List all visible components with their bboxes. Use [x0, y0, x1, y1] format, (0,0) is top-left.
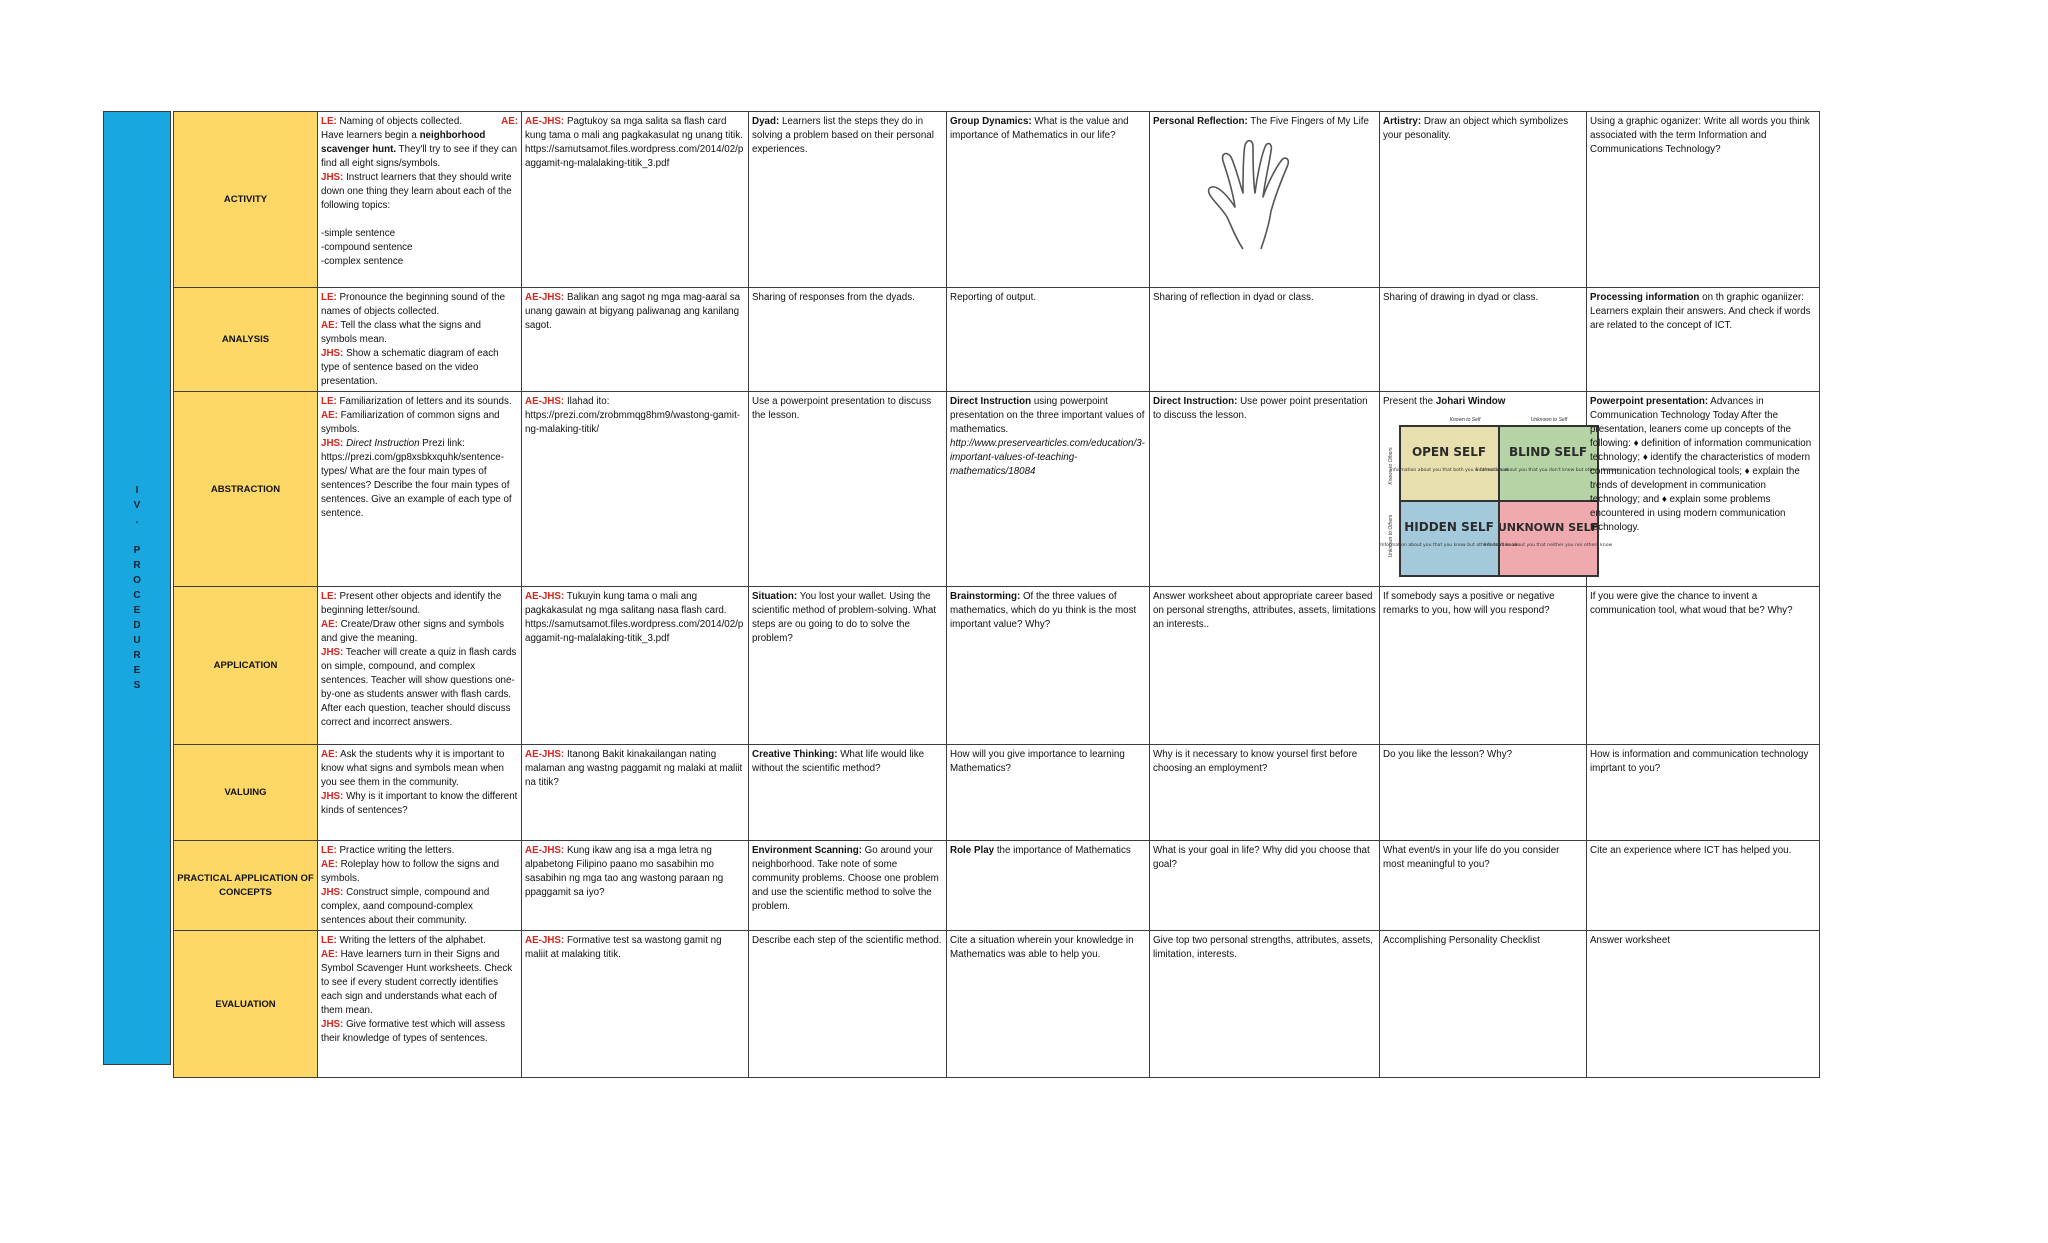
- row-practical: [174, 841, 1820, 931]
- evaluation-ae: Have learners turn in their Signs and Symbol Scavenger Hunt worksheets. Check to see if every student correctly identifies each sign and understands what each of them mean.: [321, 949, 513, 1016]
- procedures-letter: .: [135, 515, 139, 526]
- procedures-letter: S: [133, 680, 141, 691]
- cell-abstraction-filipino: AE-JHS: Ilahad ito: https://prezi.com/zrobmmqg8hm9/wastong-gamit-ng-malaking-titik/: [522, 392, 749, 587]
- procedures-letter: P: [133, 545, 141, 556]
- row-application: [174, 587, 1820, 745]
- activity-ae: Have learners begin a neighborhood scavenger hunt. They'll try to see if they can find all eight signs/symbols.: [321, 130, 518, 169]
- hand-outline-icon: [1205, 137, 1325, 255]
- cell-practical-math: Role Play the importance of Mathematics: [947, 841, 1150, 931]
- practical-fil: Kung ikaw ang isa a mga letra ng alpabetong Filipino paano mo sasabihin mo sasabihin ng mga tao ang wastong paraan ng ppaggamit sa iyo?: [525, 845, 724, 898]
- cell-practical-filipino: AE-JHS: Kung ikaw ang isa a mga letra ng alpabetong Filipino paano mo sasabihin mo sasabihin ng mga tao ang wastong paraan ng ppaggamit sa iyo?: [522, 841, 749, 931]
- cell-activity-ict: [1587, 112, 1820, 288]
- analysis-jhs: Show a schematic diagram of each type of sentence based on the video presentation.: [321, 348, 499, 387]
- phase-analysis: ANALYSIS: [174, 288, 318, 392]
- johari-known-others: Known to Others: [1388, 447, 1394, 485]
- le-tag: LE:: [321, 116, 337, 127]
- johari-known-self: Known to Self: [1449, 417, 1481, 423]
- activity-fil: Pagtukoy sa mga salita sa flash card kung tama o mali ang pagkakasulat ng unang titik. https://samutsamot.files.wordpress.com/2014/02/paggamit-ng-malalaking-titik_3.pdf: [525, 116, 744, 169]
- cell-application-esp: Answer worksheet about appropriate career based on personal strengths, attributes, assets, limitations an interests..: [1150, 587, 1380, 745]
- evaluation-jhs: Give formative test which will assess their knowledge of types of sentences.: [321, 1019, 506, 1044]
- cell-analysis-ict: Processing information on th graphic oganiizer: Learners explain their answers. And check if words are related to the concept of ICT.: [1587, 288, 1820, 392]
- cell-evaluation-math: Cite a situation wherein your knowledge in Mathematics was able to help you.: [947, 931, 1150, 1078]
- practical-ae: Roleplay how to follow the signs and symbols.: [321, 859, 500, 884]
- cell-evaluation-science: Describe each step of the scientific method.: [749, 931, 947, 1078]
- johari-blind-label: BLIND SELF: [1508, 445, 1588, 459]
- cell-evaluation-esp: Give top two personal strengths, attributes, assets, limitation, interests.: [1150, 931, 1380, 1078]
- cell-analysis-science: Sharing of responses from the dyads.: [749, 288, 947, 392]
- phase-application: APPLICATION: [174, 587, 318, 745]
- abstraction-ict: Advances in Communication Technology Today After the presentation, leaners come up concepts of the following: ♦ definition of information communication technology; ♦ identify the characteristics of modern communication technological tools; ♦ explain the trends of development in communication technology; and ♦ explain some problems encountered in using modern communication technology.: [1590, 396, 1812, 533]
- johari-open-label: OPEN SELF: [1411, 445, 1487, 459]
- johari-hidden-pane: [1401, 502, 1498, 575]
- activity-esp: The Five Fingers of My Life: [1250, 116, 1369, 127]
- math-link[interactable]: http://www.preservearticles.com/education/3-important-values-of-teaching-mathematics/18084: [950, 438, 1145, 477]
- abstraction-jhs: Prezi link: https://prezi.com/gp8xsbkxquhk/sentence-types/ What are the four main types of sentences? Describe the four main types of sentences. Give an example of each type of sentence.: [321, 438, 512, 519]
- cell-activity-science: Dyad: Learners list the steps they do in solving a problem based on their personal experiences.: [749, 112, 947, 288]
- cell-analysis-esp: Sharing of reflection in dyad or class.: [1150, 288, 1380, 392]
- activity-arts: Draw an object which symbolizes your pesonality.: [1383, 116, 1569, 141]
- procedures-letter: I: [135, 485, 139, 496]
- row-abstraction: [174, 392, 1820, 587]
- cell-valuing-science: Creative Thinking: What life would like without the scientific method?: [749, 745, 947, 841]
- phase-evaluation: EVALUATION: [174, 931, 318, 1078]
- phase-valuing: VALUING: [174, 745, 318, 841]
- cell-activity-filipino: AE-JHS: Pagtukoy sa mga salita sa flash card kung tama o mali ang pagkakasulat ng unang titik. https://samutsamot.files.wordpress.com/2014/02/paggamit-ng-malalaking-titik_3.pdf: [522, 112, 749, 288]
- abstraction-fil: Ilahad ito: https://prezi.com/zrobmmqg8hm9/wastong-gamit-ng-malaking-titik/: [525, 396, 741, 435]
- cell-abstraction-ict: Powerpoint presentation: Advances in Communication Technology Today After the presentation, leaners come up concepts of the following: ♦ definition of information communication technology; ♦ identify the characteristics of modern communication technological tools; ♦ explain the trends of development in communication technology; and ♦ explain some problems encountered in using modern communication technology.: [1587, 392, 1820, 587]
- johari-hidden-label: HIDDEN SELF: [1404, 520, 1494, 534]
- row-evaluation: [174, 931, 1820, 1078]
- cell-activity-esp: Personal Reflection: The Five Fingers of My Life: [1150, 112, 1380, 288]
- practical-le: Practice writing the letters.: [339, 845, 455, 856]
- cell-valuing-esp: Why is it necessary to know yoursel first before choosing an employment?: [1150, 745, 1380, 841]
- procedures-table: [103, 111, 1819, 1065]
- procedures-letter: R: [133, 560, 141, 571]
- cell-evaluation-arts: Accomplishing Personality Checklist: [1380, 931, 1587, 1078]
- activity-jhs: JHS: Instruct learners that they should write down one thing they learn about each of the following topics:: [321, 172, 512, 211]
- cell-practical-ict: Cite an experience where ICT has helped you.: [1587, 841, 1820, 931]
- cell-practical-science: Environment Scanning: Go around your neighborhood. Take note of some community problems. Choose one problem and use the scientific method to solve the problem.: [749, 841, 947, 931]
- johari-unknown-pane: [1497, 502, 1599, 575]
- cell-analysis-arts: Sharing of drawing in dyad or class.: [1380, 288, 1587, 392]
- cell-practical-english: LE: Practice writing the letters. AE: Roleplay how to follow the signs and symbols. JHS: Construct simple, compound and complex, aand compound-complex sentences about their community.: [318, 841, 522, 931]
- abstraction-ae: Familiarization of common signs and symbols.: [321, 410, 500, 435]
- procedures-sidebar: [103, 111, 171, 1065]
- procedures-letter: [136, 528, 139, 543]
- johari-unknown-self: Unknown to Self: [1530, 417, 1568, 423]
- cell-activity-arts: Artistry: Draw an object which symbolizes your pesonality.: [1380, 112, 1587, 288]
- cell-evaluation-ict: Answer worksheet: [1587, 931, 1820, 1078]
- cell-abstraction-math: Direct Instruction using powerpoint presentation on the three important values of mathematics. http://www.preservearticles.com/education/3-important-values-of-teaching-mathematics/18084: [947, 392, 1150, 587]
- analysis-fil: Balikan ang sagot ng mga mag-aaral sa unang gawain at bigyang paliwanag ang kanilang sagot.: [525, 292, 741, 331]
- cell-application-ict: If you were give the chance to invent a communication tool, what woud that be? Why?: [1587, 587, 1820, 745]
- phase-activity: ACTIVITY: [174, 112, 318, 288]
- cell-valuing-english: AE: Ask the students why it is important to know what signs and symbols mean when you see them in the community. JHS: Why is it important to know the different kinds of sentences?: [318, 745, 522, 841]
- row-valuing: [174, 745, 1820, 841]
- cell-analysis-filipino: AE-JHS: Balikan ang sagot ng mga mag-aaral sa unang gawain at bigyang paliwanag ang kanilang sagot.: [522, 288, 749, 392]
- johari-blind-desc: Information about you that you don't know but others do know: [1475, 468, 1621, 473]
- cell-valuing-arts: Do you like the lesson? Why?: [1380, 745, 1587, 841]
- cell-application-science: Situation: You lost your wallet. Using the scientific method of problem-solving. What steps are ou going to do to solve the problem?: [749, 587, 947, 745]
- johari-blind-pane: [1500, 427, 1597, 500]
- procedures-letter: R: [133, 650, 141, 661]
- cell-application-math: Brainstorming: Of the three values of mathematics, which do yu think is the most important value? Why?: [947, 587, 1150, 745]
- johari-window-diagram: [1380, 411, 1621, 579]
- activity-math: What is the value and importance of Mathematics in our life?: [950, 116, 1129, 141]
- application-ae: Create/Draw other signs and symbols and give the meaning.: [321, 619, 504, 644]
- analysis-ae: Tell the class what the signs and symbols mean.: [321, 320, 481, 345]
- cell-valuing-filipino: AE-JHS: Itanong Bakit kinakailangan nating malaman ang wastng paggamit ng malaki at maliit na titik?: [522, 745, 749, 841]
- cell-evaluation-english: LE: Writing the letters of the alphabet. AE: Have learners turn in their Signs and Symbol Scavenger Hunt worksheets. Check to see if every student correctly identifies each sign and understands what each of them mean. JHS: Give formative test which will assess their knowledge of types of sentences.: [318, 931, 522, 1078]
- cell-valuing-ict: How is information and communication technology imprtant to you?: [1587, 745, 1820, 841]
- valuing-jhs: Why is it important to know the different kinds of sentences?: [321, 791, 518, 816]
- cell-application-arts: If somebody says a positive or negative remarks to you, how will you respond?: [1380, 587, 1587, 745]
- application-jhs: Teacher will create a quiz in flash cards on simple, compound, and complex sentences. Teacher will show questions one-by-one as students answer with flash cards. After each question, teacher should discuss correct and incorrect answers.: [321, 647, 517, 728]
- phase-abstraction: ABSTRACTION: [174, 392, 318, 587]
- cell-practical-esp: What is your goal in life? Why did you choose that goal?: [1150, 841, 1380, 931]
- cell-analysis-math: Reporting of output.: [947, 288, 1150, 392]
- analysis-ict: on th graphic oganiizer: Learners explain their answers. And check if words are related to the concept of ICT.: [1590, 292, 1811, 331]
- row-activity: [174, 112, 1820, 288]
- cell-analysis-english: LE: Pronounce the beginning sound of the names of objects collected. AE: Tell the class what the signs and symbols mean. JHS: Show a schematic diagram of each type of sentence based on the video presentation.: [318, 288, 522, 392]
- procedures-letter: O: [133, 575, 141, 586]
- evaluation-fil: Formative test sa wastong gamit ng maliit at malaking titik.: [525, 935, 722, 960]
- procedures-letter: E: [133, 605, 141, 616]
- johari-unknown-others: Unknown to Others: [1388, 514, 1394, 558]
- evaluation-le: Writing the letters of the alphabet.: [339, 935, 486, 946]
- cell-activity-english: [318, 112, 522, 288]
- valuing-ae: Ask the students why it is important to know what signs and symbols mean when you see them in the community.: [321, 749, 505, 788]
- johari-open-desc: Information about you that both you & others know: [1389, 468, 1509, 473]
- activity-ict: Using a graphic oganizer: Write all words you think associated with the term Information and Communications Technology?: [1590, 116, 1810, 155]
- johari-unknown-label: UNKNOWN SELF: [1497, 521, 1599, 534]
- cell-application-english: LE: Present other objects and identify the beginning letter/sound. AE: Create/Draw other signs and symbols and give the meaning. JHS: Teacher will create a quiz in flash cards on simple, compound, and complex sentences. Teacher will show questions one-by-one as students answer with flash cards. After each question, teacher should discuss correct and incorrect answers.: [318, 587, 522, 745]
- cell-abstraction-arts: Present the Johari Window Known to Self Unknown to Self Known to Others Unknown to Others OPEN SELF BLIND SELF HIDDEN SELF UNKNOWN SELF Information about you that both you & others know Information about you that you don't know but others do know Information about you that you know but others don't know Information about you that neither you nor others know: [1380, 392, 1587, 587]
- analysis-le: Pronounce the beginning sound of the names of objects collected.: [321, 292, 506, 317]
- cell-abstraction-english: LE: Familiarization of letters and its sounds. AE: Familiarization of common signs and symbols. JHS: Direct Instruction Prezi link: https://prezi.com/gp8xsbkxquhk/sentence-types/ What are the four main types of sentences? Describe the four main types of sentences. Give an example of each type of sentence.: [318, 392, 522, 587]
- application-fil: Tukuyin kung tama o mali ang pagkakasulat ng mga salitang nasa flash card. https://samutsamot.files.wordpress.com/2014/02/paggamit-ng-malalaking-titik_3.pdf: [525, 591, 744, 644]
- activity-sci: Learners list the steps they do in solving a problem based on their personal experiences.: [752, 116, 934, 155]
- activity-le: Naming of objects collected.: [339, 116, 463, 127]
- cell-abstraction-esp: Direct Instruction: Use power point presentation to discuss the lesson.: [1150, 392, 1380, 587]
- procedures-letter: V: [133, 500, 141, 511]
- johari-unknown-desc: Information about you that neither you nor others know: [1483, 543, 1613, 548]
- procedures-letter: D: [133, 620, 141, 631]
- procedures-letter: E: [133, 665, 141, 676]
- johari-open-pane: [1401, 427, 1498, 500]
- phase-practical: PRACTICAL APPLICATION OF CONCEPTS: [174, 841, 318, 931]
- cell-activity-math: Group Dynamics: What is the value and importance of Mathematics in our life?: [947, 112, 1150, 288]
- cell-application-filipino: AE-JHS: Tukuyin kung tama o mali ang pagkakasulat ng mga salitang nasa flash card. https://samutsamot.files.wordpress.com/2014/02/paggamit-ng-malalaking-titik_3.pdf: [522, 587, 749, 745]
- activity-jhs-list: -simple sentence -compound sentence -complex sentence: [321, 228, 413, 267]
- johari-hidden-desc: Information about you that you know but others don't know: [1380, 543, 1518, 548]
- abstraction-le: Familiarization of letters and its sounds.: [339, 396, 512, 407]
- cell-evaluation-filipino: AE-JHS: Formative test sa wastong gamit ng maliit at malaking titik.: [522, 931, 749, 1078]
- application-le: Present other objects and identify the beginning letter/sound.: [321, 591, 502, 616]
- cell-abstraction-science: Use a powerpoint presentation to discuss the lesson.: [749, 392, 947, 587]
- ae-tag: AE:: [501, 116, 518, 127]
- cell-practical-arts: What event/s in your life do you consider most meaningful to you?: [1380, 841, 1587, 931]
- procedures-letter: C: [133, 590, 141, 601]
- practical-jhs: Construct simple, compound and complex, aand compound-complex sentences about their community.: [321, 887, 490, 926]
- activity-le-line: [321, 115, 518, 129]
- valuing-fil: Itanong Bakit kinakailangan nating malaman ang wastng paggamit ng malaki at maliit na titik?: [525, 749, 743, 788]
- cell-valuing-math: How will you give importance to learning Mathematics?: [947, 745, 1150, 841]
- procedures-letter: U: [133, 635, 141, 646]
- row-analysis: [174, 288, 1820, 392]
- lesson-grid: [173, 111, 1820, 1078]
